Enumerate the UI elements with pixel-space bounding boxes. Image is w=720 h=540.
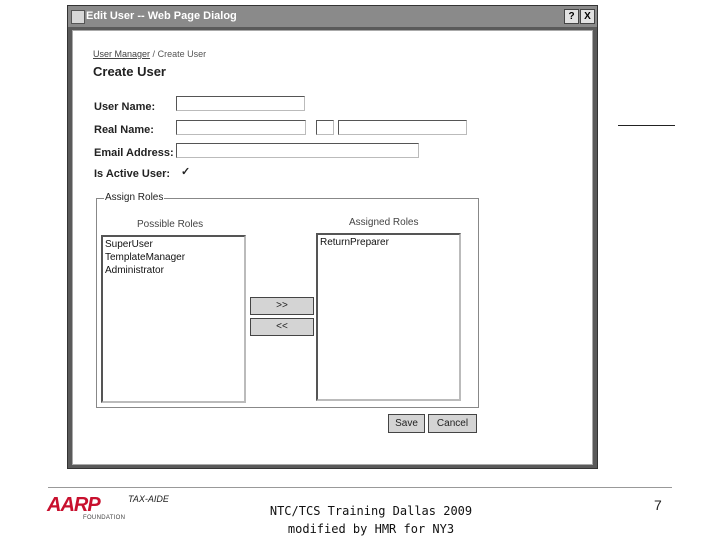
first-name-input[interactable] xyxy=(176,120,306,135)
assign-roles-group xyxy=(96,192,479,408)
last-name-input[interactable] xyxy=(338,120,467,135)
user-name-input[interactable] xyxy=(176,96,305,111)
assigned-roles-header: Assigned Roles xyxy=(349,217,419,228)
assign-roles-legend: Assign Roles xyxy=(105,192,164,203)
footer-line-1: NTC/TCS Training Dallas 2009 xyxy=(269,504,473,518)
close-button[interactable]: X xyxy=(580,9,595,24)
possible-roles-list[interactable] xyxy=(101,235,246,403)
real-name-label: Real Name: xyxy=(94,124,154,136)
user-name-label: User Name: xyxy=(94,101,156,113)
footer-divider xyxy=(48,487,672,488)
tax-aide-label: TAX-AIDE xyxy=(128,494,169,504)
possible-roles-header: Possible Roles xyxy=(137,219,204,230)
edit-user-dialog xyxy=(67,5,598,469)
title-bar[interactable] xyxy=(68,6,597,27)
help-button[interactable]: ? xyxy=(564,9,579,24)
middle-initial-input[interactable] xyxy=(316,120,334,135)
aarp-logo: AARP xyxy=(47,494,100,516)
remove-role-button[interactable]: << xyxy=(250,318,314,336)
save-button[interactable]: Save xyxy=(388,414,425,433)
window-title: Edit User -- Web Page Dialog xyxy=(86,10,237,22)
is-active-label: Is Active User: xyxy=(94,168,171,180)
breadcrumb-user-manager-link[interactable]: User Manager xyxy=(93,49,151,59)
email-label: Email Address: xyxy=(94,147,174,159)
page-title: Create User xyxy=(93,64,166,79)
possible-role-item[interactable]: SuperUser xyxy=(105,239,153,250)
possible-role-item[interactable]: Administrator xyxy=(105,265,164,276)
footer-caption xyxy=(256,502,486,538)
footer-line-2: modified by HMR for NY3 xyxy=(287,522,455,536)
breadcrumb-separator: / xyxy=(152,49,156,59)
dialog-content xyxy=(72,30,593,465)
add-role-button[interactable]: >> xyxy=(250,297,314,315)
assigned-role-item[interactable]: ReturnPreparer xyxy=(320,237,389,248)
foundation-label: FOUNDATION xyxy=(83,515,126,521)
divider-line xyxy=(618,125,675,126)
breadcrumb xyxy=(93,49,206,59)
slide-number: 7 xyxy=(654,497,662,513)
breadcrumb-current: Create User xyxy=(157,49,207,59)
window-icon xyxy=(71,10,85,24)
assigned-roles-list[interactable] xyxy=(316,233,461,401)
cancel-button[interactable]: Cancel xyxy=(428,414,477,433)
email-input[interactable] xyxy=(176,143,419,158)
is-active-checkbox[interactable]: ✓ xyxy=(181,166,191,178)
possible-role-item[interactable]: TemplateManager xyxy=(105,252,186,263)
